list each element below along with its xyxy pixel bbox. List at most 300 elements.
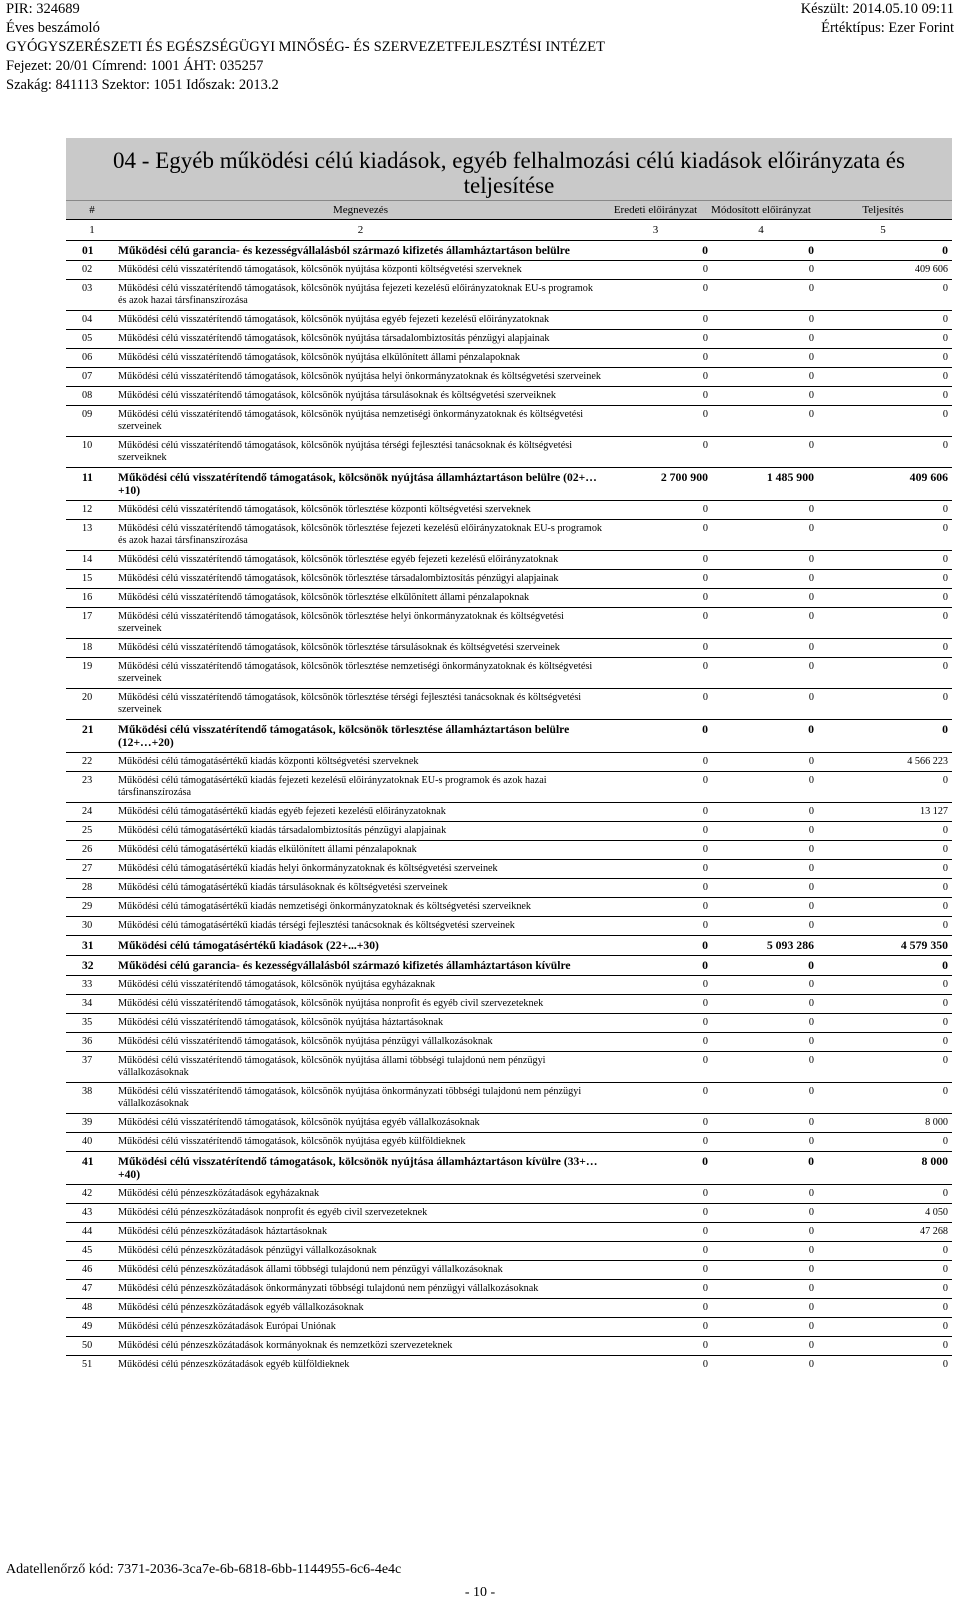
row-completion-value: 4 579 350 (814, 936, 952, 956)
table-row (66, 608, 952, 639)
table-row (66, 261, 952, 280)
row-number: 06 (66, 349, 118, 368)
row-original-value: 0 (603, 658, 708, 689)
table-row (66, 689, 952, 720)
table-row (66, 1083, 952, 1114)
row-name: Működési célú visszatérítendő támogatások, kölcsönök nyújtása háztartásoknak (118, 1014, 603, 1033)
row-number: 13 (66, 520, 118, 551)
row-number: 24 (66, 803, 118, 822)
row-number: 48 (66, 1299, 118, 1318)
row-completion-value: 0 (814, 841, 952, 860)
row-modified-value: 0 (708, 349, 814, 368)
table-row (66, 1337, 952, 1356)
table-row (66, 368, 952, 387)
check-code: Adatellenőrző kód: 7371-2036-3ca7e-6b-6818-6bb-1144955-6c6-4e4c (6, 1562, 402, 1577)
header-report-type: Éves beszámoló (6, 20, 100, 36)
table-row (66, 1242, 952, 1261)
table-row (66, 1185, 952, 1204)
row-number: 44 (66, 1223, 118, 1242)
header-institution: GYÓGYSZERÉSZETI ÉS EGÉSZSÉGÜGYI MINŐSÉG- ÉS SZERVEZETFEJLESZTÉSI INTÉZET (6, 39, 605, 55)
row-name: Működési célú visszatérítendő támogatások, kölcsönök nyújtása társulásoknak és költségvetési szerveiknek (118, 387, 603, 406)
row-modified-value: 0 (708, 1356, 814, 1375)
row-number: 35 (66, 1014, 118, 1033)
column-header-completion: Teljesítés (814, 201, 952, 220)
column-number-5: 5 (814, 220, 952, 241)
row-completion-value: 0 (814, 570, 952, 589)
row-number: 42 (66, 1185, 118, 1204)
row-number: 50 (66, 1337, 118, 1356)
row-completion-value: 0 (814, 1133, 952, 1152)
row-name: Működési célú pénzeszközátadások nonprofit és egyéb civil szervezeteknek (118, 1204, 603, 1223)
row-name: Működési célú támogatásértékű kiadás térségi fejlesztési tanácsoknak és költségvetési szerveinek (118, 917, 603, 936)
row-number: 40 (66, 1133, 118, 1152)
row-name: Működési célú visszatérítendő támogatások, kölcsönök nyújtása nonprofit és egyéb civil szervezeteknek (118, 995, 603, 1014)
row-completion-value: 0 (814, 898, 952, 917)
row-completion-value: 0 (814, 1083, 952, 1114)
row-name: Működési célú visszatérítendő támogatások, kölcsönök nyújtása egyéb külföldieknek (118, 1133, 603, 1152)
row-modified-value: 0 (708, 879, 814, 898)
table-row (66, 520, 952, 551)
column-number-4: 4 (708, 220, 814, 241)
row-original-value: 2 700 900 (603, 468, 708, 501)
row-name: Működési célú támogatásértékű kiadás egyéb fejezeti kezelésű előirányzatoknak (118, 803, 603, 822)
row-number: 34 (66, 995, 118, 1014)
row-name: Működési célú visszatérítendő támogatások, kölcsönök törlesztése térségi fejlesztési tanácsoknak és költségvetési szerveinek (118, 689, 603, 720)
row-number: 31 (66, 936, 118, 956)
table-row (66, 1014, 952, 1033)
row-number: 27 (66, 860, 118, 879)
row-number: 12 (66, 501, 118, 520)
row-original-value: 0 (603, 917, 708, 936)
row-modified-value: 0 (708, 658, 814, 689)
row-original-value: 0 (603, 1318, 708, 1337)
row-original-value: 0 (603, 956, 708, 976)
row-number: 25 (66, 822, 118, 841)
row-modified-value: 0 (708, 803, 814, 822)
row-modified-value: 0 (708, 841, 814, 860)
row-number: 20 (66, 689, 118, 720)
row-number: 26 (66, 841, 118, 860)
row-completion-value: 409 606 (814, 261, 952, 280)
row-original-value: 0 (603, 241, 708, 261)
row-name: Működési célú visszatérítendő támogatások, kölcsönök nyújtása központi költségvetési szerveknek (118, 261, 603, 280)
row-number: 03 (66, 280, 118, 311)
row-name: Működési célú garancia- és kezességvállalásból származó kifizetés államháztartáson belülre (118, 241, 603, 261)
row-original-value: 0 (603, 898, 708, 917)
row-name: Működési célú visszatérítendő támogatások, kölcsönök nyújtása térségi fejlesztési tanácsoknak és költségvetési szerveiknek (118, 437, 603, 468)
row-completion-value: 13 127 (814, 803, 952, 822)
row-name: Működési célú támogatásértékű kiadás társadalombiztosítás pénzügyi alapjainak (118, 822, 603, 841)
table-row (66, 841, 952, 860)
table-row (66, 1133, 952, 1152)
table-row (66, 995, 952, 1014)
row-modified-value: 0 (708, 822, 814, 841)
row-completion-value: 4 566 223 (814, 753, 952, 772)
column-header-name: Megnevezés (118, 201, 603, 220)
row-completion-value: 0 (814, 658, 952, 689)
row-completion-value: 0 (814, 437, 952, 468)
row-number: 10 (66, 437, 118, 468)
row-completion-value: 0 (814, 689, 952, 720)
row-modified-value: 0 (708, 1185, 814, 1204)
row-modified-value: 0 (708, 1318, 814, 1337)
row-original-value: 0 (603, 753, 708, 772)
row-completion-value: 0 (814, 311, 952, 330)
table-row (66, 330, 952, 349)
row-modified-value: 0 (708, 570, 814, 589)
row-modified-value: 0 (708, 976, 814, 995)
column-number-2: 2 (118, 220, 603, 241)
row-number: 11 (66, 468, 118, 501)
row-modified-value: 0 (708, 501, 814, 520)
row-name: Működési célú visszatérítendő támogatások, kölcsönök törlesztése társadalombiztosítás pénzügyi alapjainak (118, 570, 603, 589)
row-modified-value: 0 (708, 995, 814, 1014)
row-name: Működési célú visszatérítendő támogatások, kölcsönök nyújtása társadalombiztosítás pénzügyi alapjainak (118, 330, 603, 349)
row-modified-value: 0 (708, 898, 814, 917)
row-completion-value: 409 606 (814, 468, 952, 501)
row-number: 38 (66, 1083, 118, 1114)
table-row (66, 1261, 952, 1280)
row-completion-value: 0 (814, 520, 952, 551)
row-modified-value: 0 (708, 520, 814, 551)
row-completion-value: 0 (814, 956, 952, 976)
row-number: 23 (66, 772, 118, 803)
document-header (6, 0, 954, 96)
row-number: 47 (66, 1280, 118, 1299)
row-completion-value: 0 (814, 1337, 952, 1356)
row-number: 32 (66, 956, 118, 976)
row-original-value: 0 (603, 1299, 708, 1318)
table-row (66, 658, 952, 689)
table-row (66, 772, 952, 803)
row-name: Működési célú pénzeszközátadások egyéb vállalkozásoknak (118, 1299, 603, 1318)
row-modified-value: 0 (708, 551, 814, 570)
row-modified-value: 0 (708, 1114, 814, 1133)
row-name: Működési célú pénzeszközátadások önkormányzati többségi tulajdonú nem pénzügyi vállalkozásoknak (118, 1280, 603, 1299)
row-completion-value: 0 (814, 387, 952, 406)
row-name: Működési célú támogatásértékű kiadás társulásoknak és költségvetési szerveinek (118, 879, 603, 898)
table-row (66, 280, 952, 311)
row-original-value: 0 (603, 1083, 708, 1114)
row-name: Működési célú visszatérítendő támogatások, kölcsönök törlesztése helyi önkormányzatoknak és költségvetési szerveinek (118, 608, 603, 639)
row-modified-value: 0 (708, 330, 814, 349)
row-completion-value: 0 (814, 241, 952, 261)
table-row (66, 1223, 952, 1242)
row-number: 04 (66, 311, 118, 330)
table-row (66, 1299, 952, 1318)
row-number: 01 (66, 241, 118, 261)
row-completion-value: 0 (814, 772, 952, 803)
row-completion-value: 0 (814, 1318, 952, 1337)
table-row (66, 1318, 952, 1337)
row-completion-value: 0 (814, 720, 952, 753)
row-original-value: 0 (603, 1052, 708, 1083)
row-completion-value: 8 000 (814, 1114, 952, 1133)
row-modified-value: 0 (708, 1052, 814, 1083)
table-row (66, 589, 952, 608)
table-row (66, 1033, 952, 1052)
table-row (66, 1152, 952, 1185)
row-original-value: 0 (603, 349, 708, 368)
row-completion-value: 0 (814, 1052, 952, 1083)
row-original-value: 0 (603, 720, 708, 753)
row-original-value: 0 (603, 1014, 708, 1033)
row-name: Működési célú visszatérítendő támogatások, kölcsönök nyújtása elkülönített állami pénzalapoknak (118, 349, 603, 368)
table-row (66, 976, 952, 995)
row-name: Működési célú visszatérítendő támogatások, kölcsönök törlesztése nemzetiségi önkormányzatoknak és költségvetési szerveinek (118, 658, 603, 689)
table-row (66, 917, 952, 936)
table-row (66, 501, 952, 520)
row-name: Működési célú pénzeszközátadások egyéb külföldieknek (118, 1356, 603, 1375)
row-name: Működési célú visszatérítendő támogatások, kölcsönök nyújtása egyéb fejezeti kezelésű előirányzatoknak (118, 311, 603, 330)
table-row (66, 803, 952, 822)
row-original-value: 0 (603, 803, 708, 822)
row-name: Működési célú visszatérítendő támogatások, kölcsönök nyújtása államháztartáson kívülre (33+…+40) (118, 1152, 603, 1185)
row-completion-value: 0 (814, 608, 952, 639)
row-number: 49 (66, 1318, 118, 1337)
row-completion-value: 0 (814, 1014, 952, 1033)
table-row (66, 1114, 952, 1133)
row-modified-value: 0 (708, 689, 814, 720)
row-original-value: 0 (603, 589, 708, 608)
row-original-value: 0 (603, 570, 708, 589)
row-completion-value: 47 268 (814, 1223, 952, 1242)
column-header-modified: Módosított előirányzat (708, 201, 814, 220)
row-number: 08 (66, 387, 118, 406)
row-completion-value: 0 (814, 551, 952, 570)
row-completion-value: 0 (814, 995, 952, 1014)
row-name: Működési célú pénzeszközátadások kormányoknak és nemzetközi szervezeteknek (118, 1337, 603, 1356)
header-value-type: Értéktípus: Ezer Forint (821, 20, 954, 36)
row-name: Működési célú visszatérítendő támogatások, kölcsönök nyújtása nemzetiségi önkormányzatoknak és költségvetési szerveinek (118, 406, 603, 437)
table-row (66, 551, 952, 570)
row-name: Működési célú visszatérítendő támogatások, kölcsönök törlesztése központi költségvetési szerveknek (118, 501, 603, 520)
table-row (66, 879, 952, 898)
row-completion-value: 0 (814, 1280, 952, 1299)
row-original-value: 0 (603, 501, 708, 520)
row-original-value: 0 (603, 936, 708, 956)
row-original-value: 0 (603, 1337, 708, 1356)
row-number: 16 (66, 589, 118, 608)
row-original-value: 0 (603, 860, 708, 879)
row-completion-value: 0 (814, 349, 952, 368)
row-original-value: 0 (603, 280, 708, 311)
row-modified-value: 0 (708, 1337, 814, 1356)
row-modified-value: 0 (708, 241, 814, 261)
row-original-value: 0 (603, 1152, 708, 1185)
row-original-value: 0 (603, 387, 708, 406)
row-number: 14 (66, 551, 118, 570)
row-original-value: 0 (603, 841, 708, 860)
row-completion-value: 0 (814, 280, 952, 311)
row-completion-value: 0 (814, 1185, 952, 1204)
header-sector: Szakág: 841113 Szektor: 1051 Időszak: 2013.2 (6, 77, 279, 93)
row-name: Működési célú visszatérítendő támogatások, kölcsönök nyújtása helyi önkormányzatoknak és költségvetési szerveinek (118, 368, 603, 387)
row-completion-value: 0 (814, 976, 952, 995)
row-name: Működési célú pénzeszközátadások állami többségi tulajdonú nem pénzügyi vállalkozásoknak (118, 1261, 603, 1280)
row-modified-value: 0 (708, 437, 814, 468)
row-number: 37 (66, 1052, 118, 1083)
column-number-1: 1 (66, 220, 118, 241)
row-modified-value: 0 (708, 860, 814, 879)
row-completion-value: 0 (814, 406, 952, 437)
row-completion-value: 0 (814, 879, 952, 898)
row-name: Működési célú visszatérítendő támogatások, kölcsönök nyújtása állami többségi tulajdonú nem pénzügyi vállalkozásoknak (118, 1052, 603, 1083)
row-number: 43 (66, 1204, 118, 1223)
table-row (66, 1356, 952, 1375)
row-completion-value: 8 000 (814, 1152, 952, 1185)
row-original-value: 0 (603, 368, 708, 387)
row-name: Működési célú visszatérítendő támogatások, kölcsönök törlesztése egyéb fejezeti kezelésű előirányzatoknak (118, 551, 603, 570)
row-modified-value: 0 (708, 1299, 814, 1318)
row-number: 17 (66, 608, 118, 639)
row-modified-value: 0 (708, 406, 814, 437)
row-completion-value: 0 (814, 589, 952, 608)
column-header-original: Eredeti előirányzat (603, 201, 708, 220)
table-row (66, 898, 952, 917)
row-original-value: 0 (603, 311, 708, 330)
row-number: 45 (66, 1242, 118, 1261)
row-number: 19 (66, 658, 118, 689)
table-row (66, 349, 952, 368)
row-name: Működési célú visszatérítendő támogatások, kölcsönök nyújtása egyházaknak (118, 976, 603, 995)
row-modified-value: 0 (708, 1152, 814, 1185)
row-completion-value: 0 (814, 501, 952, 520)
row-name: Működési célú visszatérítendő támogatások, kölcsönök nyújtása önkormányzati többségi tulajdonú nem pénzügyi vállalkozásoknak (118, 1083, 603, 1114)
row-original-value: 0 (603, 406, 708, 437)
table-row (66, 1204, 952, 1223)
row-name: Működési célú támogatásértékű kiadás nemzetiségi önkormányzatoknak és költségvetési szerveiknek (118, 898, 603, 917)
row-modified-value: 5 093 286 (708, 936, 814, 956)
row-completion-value: 0 (814, 822, 952, 841)
row-name: Működési célú visszatérítendő támogatások, kölcsönök törlesztése társulásoknak és költségvetési szerveinek (118, 639, 603, 658)
row-name: Működési célú visszatérítendő támogatások, kölcsönök nyújtása egyéb vállalkozásoknak (118, 1114, 603, 1133)
row-number: 02 (66, 261, 118, 280)
row-modified-value: 0 (708, 1083, 814, 1114)
table-row (66, 1280, 952, 1299)
table-row (66, 1052, 952, 1083)
row-original-value: 0 (603, 1133, 708, 1152)
row-modified-value: 0 (708, 1242, 814, 1261)
row-name: Működési célú támogatásértékű kiadások (22+...+30) (118, 936, 603, 956)
row-name: Működési célú támogatásértékű kiadás központi költségvetési szerveknek (118, 753, 603, 772)
row-modified-value: 1 485 900 (708, 468, 814, 501)
table-row (66, 468, 952, 501)
row-modified-value: 0 (708, 368, 814, 387)
row-name: Működési célú garancia- és kezességvállalásból származó kifizetés államháztartáson kívülre (118, 956, 603, 976)
row-name: Működési célú pénzeszközátadások háztartásoknak (118, 1223, 603, 1242)
row-original-value: 0 (603, 822, 708, 841)
row-modified-value: 0 (708, 772, 814, 803)
table-row (66, 720, 952, 753)
row-modified-value: 0 (708, 608, 814, 639)
row-name: Működési célú visszatérítendő támogatások, kölcsönök nyújtása fejezeti kezelésű előirányzatoknak EU-s programok és azok hazai társfinanszírozása (118, 280, 603, 311)
row-name: Működési célú pénzeszközátadások egyházaknak (118, 1185, 603, 1204)
row-completion-value: 0 (814, 1299, 952, 1318)
row-original-value: 0 (603, 689, 708, 720)
row-original-value: 0 (603, 608, 708, 639)
page-number: - 10 - (464, 1585, 496, 1600)
row-name: Működési célú visszatérítendő támogatások, kölcsönök törlesztése államháztartáson belülre (12+…+20) (118, 720, 603, 753)
row-name: Működési célú visszatérítendő támogatások, kölcsönök törlesztése elkülönített állami pénzalapoknak (118, 589, 603, 608)
row-completion-value: 0 (814, 368, 952, 387)
row-name: Működési célú támogatásértékű kiadás helyi önkormányzatoknak és költségvetési szerveinek (118, 860, 603, 879)
row-original-value: 0 (603, 1356, 708, 1375)
row-number: 41 (66, 1152, 118, 1185)
row-original-value: 0 (603, 772, 708, 803)
row-original-value: 0 (603, 639, 708, 658)
row-number: 15 (66, 570, 118, 589)
row-completion-value: 0 (814, 1033, 952, 1052)
row-name: Működési célú pénzeszközátadások pénzügyi vállalkozásoknak (118, 1242, 603, 1261)
row-original-value: 0 (603, 1261, 708, 1280)
row-modified-value: 0 (708, 261, 814, 280)
row-name: Működési célú támogatásértékű kiadás elkülönített állami pénzalapoknak (118, 841, 603, 860)
row-number: 28 (66, 879, 118, 898)
row-original-value: 0 (603, 1280, 708, 1299)
report-table-wrapper (66, 138, 952, 1374)
table-row (66, 639, 952, 658)
row-completion-value: 0 (814, 330, 952, 349)
row-original-value: 0 (603, 976, 708, 995)
row-original-value: 0 (603, 1223, 708, 1242)
row-modified-value: 0 (708, 1133, 814, 1152)
row-original-value: 0 (603, 261, 708, 280)
row-modified-value: 0 (708, 639, 814, 658)
row-number: 29 (66, 898, 118, 917)
row-number: 39 (66, 1114, 118, 1133)
table-title: 04 - Egyéb működési célú kiadások, egyéb felhalmozási célú kiadások előirányzata és teljesítése (66, 138, 952, 201)
header-chapter: Fejezet: 20/01 Címrend: 1001 ÁHT: 035257 (6, 58, 264, 74)
row-name: Működési célú visszatérítendő támogatások, kölcsönök törlesztése fejezeti kezelésű előirányzatoknak EU-s programok és azok hazai társfinanszírozása (118, 520, 603, 551)
row-modified-value: 0 (708, 1261, 814, 1280)
row-modified-value: 0 (708, 1223, 814, 1242)
row-original-value: 0 (603, 1204, 708, 1223)
column-header-row (66, 201, 952, 220)
row-original-value: 0 (603, 520, 708, 551)
row-modified-value: 0 (708, 589, 814, 608)
header-created: Készült: 2014.05.10 09:11 (800, 1, 954, 17)
row-original-value: 0 (603, 879, 708, 898)
row-number: 07 (66, 368, 118, 387)
row-completion-value: 0 (814, 917, 952, 936)
header-pir: PIR: 324689 (6, 1, 80, 17)
row-completion-value: 0 (814, 1261, 952, 1280)
table-row (66, 936, 952, 956)
row-number: 46 (66, 1261, 118, 1280)
row-modified-value: 0 (708, 753, 814, 772)
row-number: 09 (66, 406, 118, 437)
row-completion-value: 0 (814, 1356, 952, 1375)
row-completion-value: 0 (814, 1242, 952, 1261)
column-number-3: 3 (603, 220, 708, 241)
row-modified-value: 0 (708, 1280, 814, 1299)
row-modified-value: 0 (708, 720, 814, 753)
table-row (66, 956, 952, 976)
row-modified-value: 0 (708, 280, 814, 311)
row-original-value: 0 (603, 330, 708, 349)
row-modified-value: 0 (708, 917, 814, 936)
row-name: Működési célú visszatérítendő támogatások, kölcsönök nyújtása pénzügyi vállalkozásoknak (118, 1033, 603, 1052)
table-row (66, 241, 952, 261)
column-header-number: # (66, 201, 118, 220)
row-number: 36 (66, 1033, 118, 1052)
report-table (66, 138, 952, 1374)
table-row (66, 860, 952, 879)
row-original-value: 0 (603, 1242, 708, 1261)
row-modified-value: 0 (708, 956, 814, 976)
table-row (66, 570, 952, 589)
